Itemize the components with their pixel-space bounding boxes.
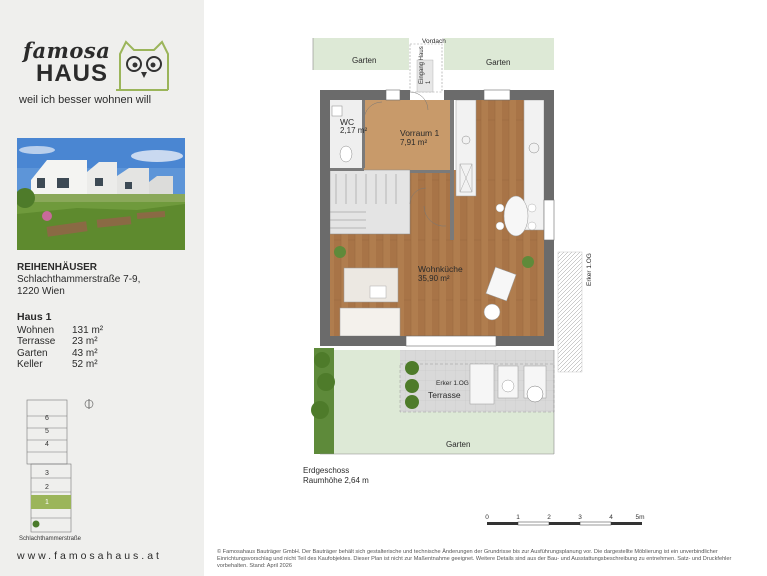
label-terrasse: Terrasse bbox=[428, 390, 461, 400]
site-number-2: 2 bbox=[45, 484, 49, 491]
owl-logo-icon bbox=[116, 40, 188, 92]
site-number-3: 3 bbox=[45, 470, 49, 477]
project-type: REIHENHÄUSER bbox=[17, 262, 98, 273]
label-erker-side: Erker 1.OG bbox=[586, 253, 593, 286]
floor-name: Erdgeschoss bbox=[303, 466, 350, 475]
lounger bbox=[470, 364, 494, 404]
floor-info bbox=[303, 466, 369, 486]
site-plan bbox=[17, 392, 107, 542]
site-street-label: Schlachthammerstraße bbox=[19, 536, 82, 542]
label-erker-terrace: Erker 1.OG bbox=[436, 380, 469, 387]
scale-bar bbox=[484, 512, 649, 534]
scale-tick-2: 2 bbox=[547, 514, 551, 521]
site-number-6: 6 bbox=[45, 415, 49, 422]
sink-icon bbox=[332, 106, 342, 116]
scale-tick-3: 3 bbox=[578, 514, 582, 521]
site-number-5: 5 bbox=[45, 428, 49, 435]
project-photo bbox=[17, 138, 185, 250]
side-table bbox=[484, 304, 500, 320]
label-garten-top-left: Garten bbox=[352, 56, 377, 65]
staircase bbox=[330, 170, 410, 234]
site-number-4: 4 bbox=[45, 441, 49, 448]
area-row: Keller 52 m² bbox=[17, 359, 98, 370]
plant-icon bbox=[334, 246, 346, 258]
erker-side-strip bbox=[558, 252, 582, 372]
label-eingang: Eingang Haus 1 bbox=[419, 46, 432, 84]
label-garten-top-right: Garten bbox=[486, 58, 511, 67]
label-wohnkueche-area: 35,90 m² bbox=[418, 274, 450, 283]
famosahaus-logo[interactable] bbox=[16, 38, 188, 108]
sidebar bbox=[0, 0, 204, 576]
scale-tick-1: 1 bbox=[516, 514, 520, 521]
scale-tick-5: 5m bbox=[635, 514, 645, 521]
label-vordach: Vordach bbox=[422, 38, 446, 45]
house-areas bbox=[17, 312, 103, 371]
room-height: Raumhöhe 2,64 m bbox=[303, 476, 369, 485]
sideboard bbox=[340, 308, 400, 336]
area-row: Terrasse 23 m² bbox=[17, 336, 98, 347]
scale-tick-4: 4 bbox=[609, 514, 613, 521]
project-address bbox=[17, 262, 140, 298]
project-city: 1220 Wien bbox=[17, 286, 65, 297]
website-link[interactable]: www.famosahaus.at bbox=[17, 550, 162, 562]
dining-table bbox=[504, 196, 528, 236]
label-wc-area: 2,17 m² bbox=[340, 126, 368, 135]
logo-famosa-text: famosa bbox=[23, 38, 111, 63]
toilet-icon bbox=[340, 146, 352, 162]
copyright-notice: © Famosahaus Bauträger GmbH. Der Bauträger behält sich gestalterische und technische Änderungen der Grundrisse bis zur Ausführungsplanung vor. Die dargestellte Möblierung ist ein unverbindlicher Einrichtungsvorschlag und nicht Teil des Kaufobjektes. Dieser Plan ist nicht zur Maßentnahme geeignet. Weitere Details sind aus der Bau- und Ausstattungsbeschreibung zu entnehmen. Satz- und Druckfehler vorbehalten. Stand: April 2026 bbox=[217, 549, 732, 569]
label-wohnkueche: Wohnküche bbox=[418, 264, 463, 274]
label-vorraum-area: 7,91 m² bbox=[400, 138, 428, 147]
house-title: Haus 1 bbox=[17, 311, 52, 323]
logo-haus-text: HAUS bbox=[36, 60, 109, 87]
label-garten-bottom: Garten bbox=[446, 440, 471, 449]
label-wc: WC bbox=[340, 117, 355, 127]
area-row: Garten 43 m² bbox=[17, 347, 98, 359]
label-vorraum: Vorraum 1 bbox=[400, 128, 440, 138]
terrace-door bbox=[406, 336, 496, 346]
area-row: Wohnen 131 m² bbox=[17, 324, 104, 336]
kitchen-counter-left bbox=[456, 100, 476, 196]
plant-icon bbox=[522, 256, 534, 268]
logo-tagline: weil ich besser wohnen will bbox=[19, 94, 152, 106]
project-street: Schlachthammerstraße 7-9, bbox=[17, 274, 141, 285]
scale-tick-0: 0 bbox=[485, 514, 489, 521]
garden-top-left bbox=[313, 38, 409, 70]
site-number-1: 1 bbox=[45, 499, 49, 506]
